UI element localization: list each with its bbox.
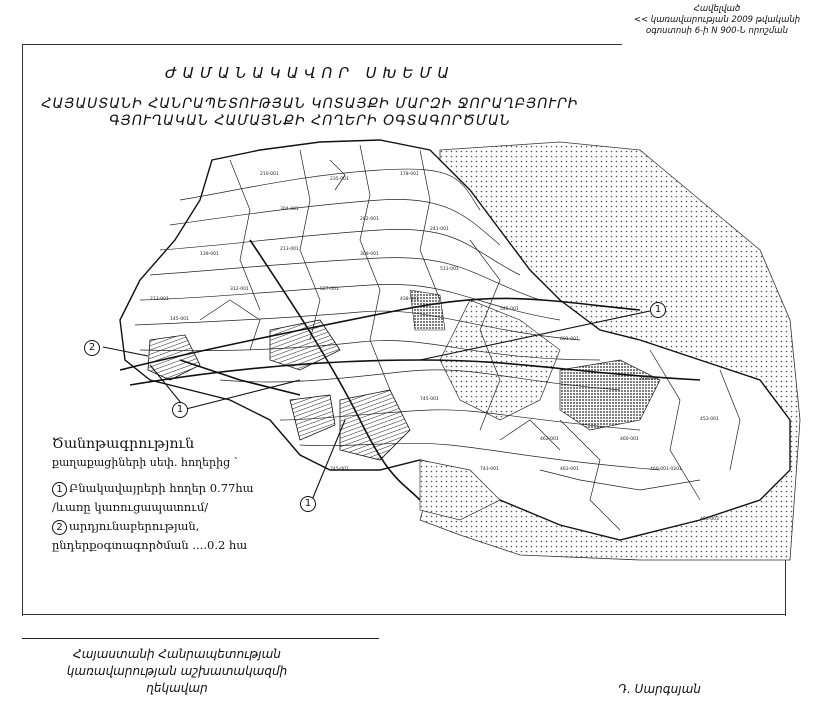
appendix-line-1: Հավելված — [693, 4, 741, 14]
legend-item-2-line-1: արդյունաբերության, — [69, 519, 200, 533]
svg-text:743-001: 743-001 — [480, 467, 499, 472]
appendix-line-2: << կառավարության 2009 թվականի — [633, 15, 801, 25]
svg-text:511-001: 511-001 — [440, 267, 459, 272]
svg-text:745-001: 745-001 — [330, 467, 349, 472]
svg-text:462-001: 462-001 — [540, 437, 559, 442]
legend-item-1-line-2: /ևառը կառուցապատում/ — [52, 500, 209, 514]
svg-text:304-001: 304-001 — [280, 207, 299, 212]
appendix-line-3: օգոստոսի 6-ի N 900-Ն որոշման — [646, 26, 788, 36]
map-title-line-1: ՀԱՅԱՍՏԱՆԻ ՀԱՆՐԱՊԵՏՈՒԹՅԱՆ ԿՈՏԱՅՔԻ ՄԱՐԶԻ ՋՈՐԱՂԲՅՈՒՐԻ — [41, 96, 579, 112]
svg-text:309-001: 309-001 — [360, 252, 379, 257]
svg-text:139-001: 139-001 — [200, 252, 219, 257]
legend-subtitle: քաղաքացիների սեփ. հողերից ` — [52, 456, 240, 469]
legend-title: Ծանոթագրություն — [52, 436, 195, 452]
dense-area-2 — [410, 290, 445, 330]
signature-line-3: ղեկավար — [146, 681, 208, 695]
legend-item-1 — [52, 479, 322, 498]
svg-text:312-001: 312-001 — [230, 287, 249, 292]
svg-text:241-001: 241-001 — [430, 227, 449, 232]
svg-text:282-001: 282-001 — [360, 217, 379, 222]
svg-text:463-001: 463-001 — [560, 467, 579, 472]
svg-text:235-001: 235-001 — [330, 177, 349, 182]
legend-item-2-number: 2 — [52, 520, 67, 535]
callout-1-mid: 1 — [172, 402, 188, 418]
legend-item-2 — [52, 517, 322, 536]
legend-item-1-line-1: Բնակավայրերի հողեր 0.77հա — [69, 481, 254, 495]
svg-text:527-001: 527-001 — [320, 287, 339, 292]
signature-line-1: Հայաստանի Հանրապետության — [73, 647, 281, 661]
svg-text:210-001: 210-001 — [260, 172, 279, 177]
signature-line-2: կառավարության աշխատակազմի — [66, 664, 288, 678]
svg-text:213-001: 213-001 — [280, 247, 299, 252]
svg-text:545-001: 545-001 — [500, 307, 519, 312]
map-title-line-2: ԳՅՈՒՂԱԿԱՆ ՀԱՄԱՅՆՔԻ ՀՈՂԵՐԻ ՕԳՏԱԳՈՐԾՄԱՆ — [109, 113, 511, 129]
legend-item-1-number: 1 — [52, 482, 67, 497]
svg-text:464-001: 464-001 — [640, 377, 659, 382]
svg-text:438-001: 438-001 — [400, 297, 419, 302]
legend-item-2-line-2: ընդերքօգտագործման ....0.2 հա — [52, 538, 248, 552]
svg-text:745-001: 745-001 — [420, 397, 439, 402]
callout-1-top: 1 — [650, 302, 666, 318]
svg-text:145-001: 145-001 — [170, 317, 189, 322]
svg-text:460-001-0201: 460-001-0201 — [650, 467, 682, 472]
callout-2: 2 — [84, 340, 100, 356]
svg-text:466-003: 466-003 — [700, 517, 719, 522]
svg-text:601-001: 601-001 — [560, 337, 579, 342]
svg-text:453-001: 453-001 — [700, 417, 719, 422]
svg-text:213-001: 213-001 — [150, 297, 169, 302]
svg-text:178-001: 178-001 — [400, 172, 419, 177]
callout-1-bottom: 1 — [300, 496, 316, 512]
legend — [52, 436, 322, 555]
signature-line — [22, 638, 379, 639]
scheme-title: ԺԱՄԱՆԱԿԱՎՈՐ ՍԽԵՄԱ — [165, 64, 455, 82]
signature-name: Դ. Սարգսյան — [618, 682, 701, 696]
svg-text:460-001: 460-001 — [620, 437, 639, 442]
signature-position — [22, 646, 332, 697]
